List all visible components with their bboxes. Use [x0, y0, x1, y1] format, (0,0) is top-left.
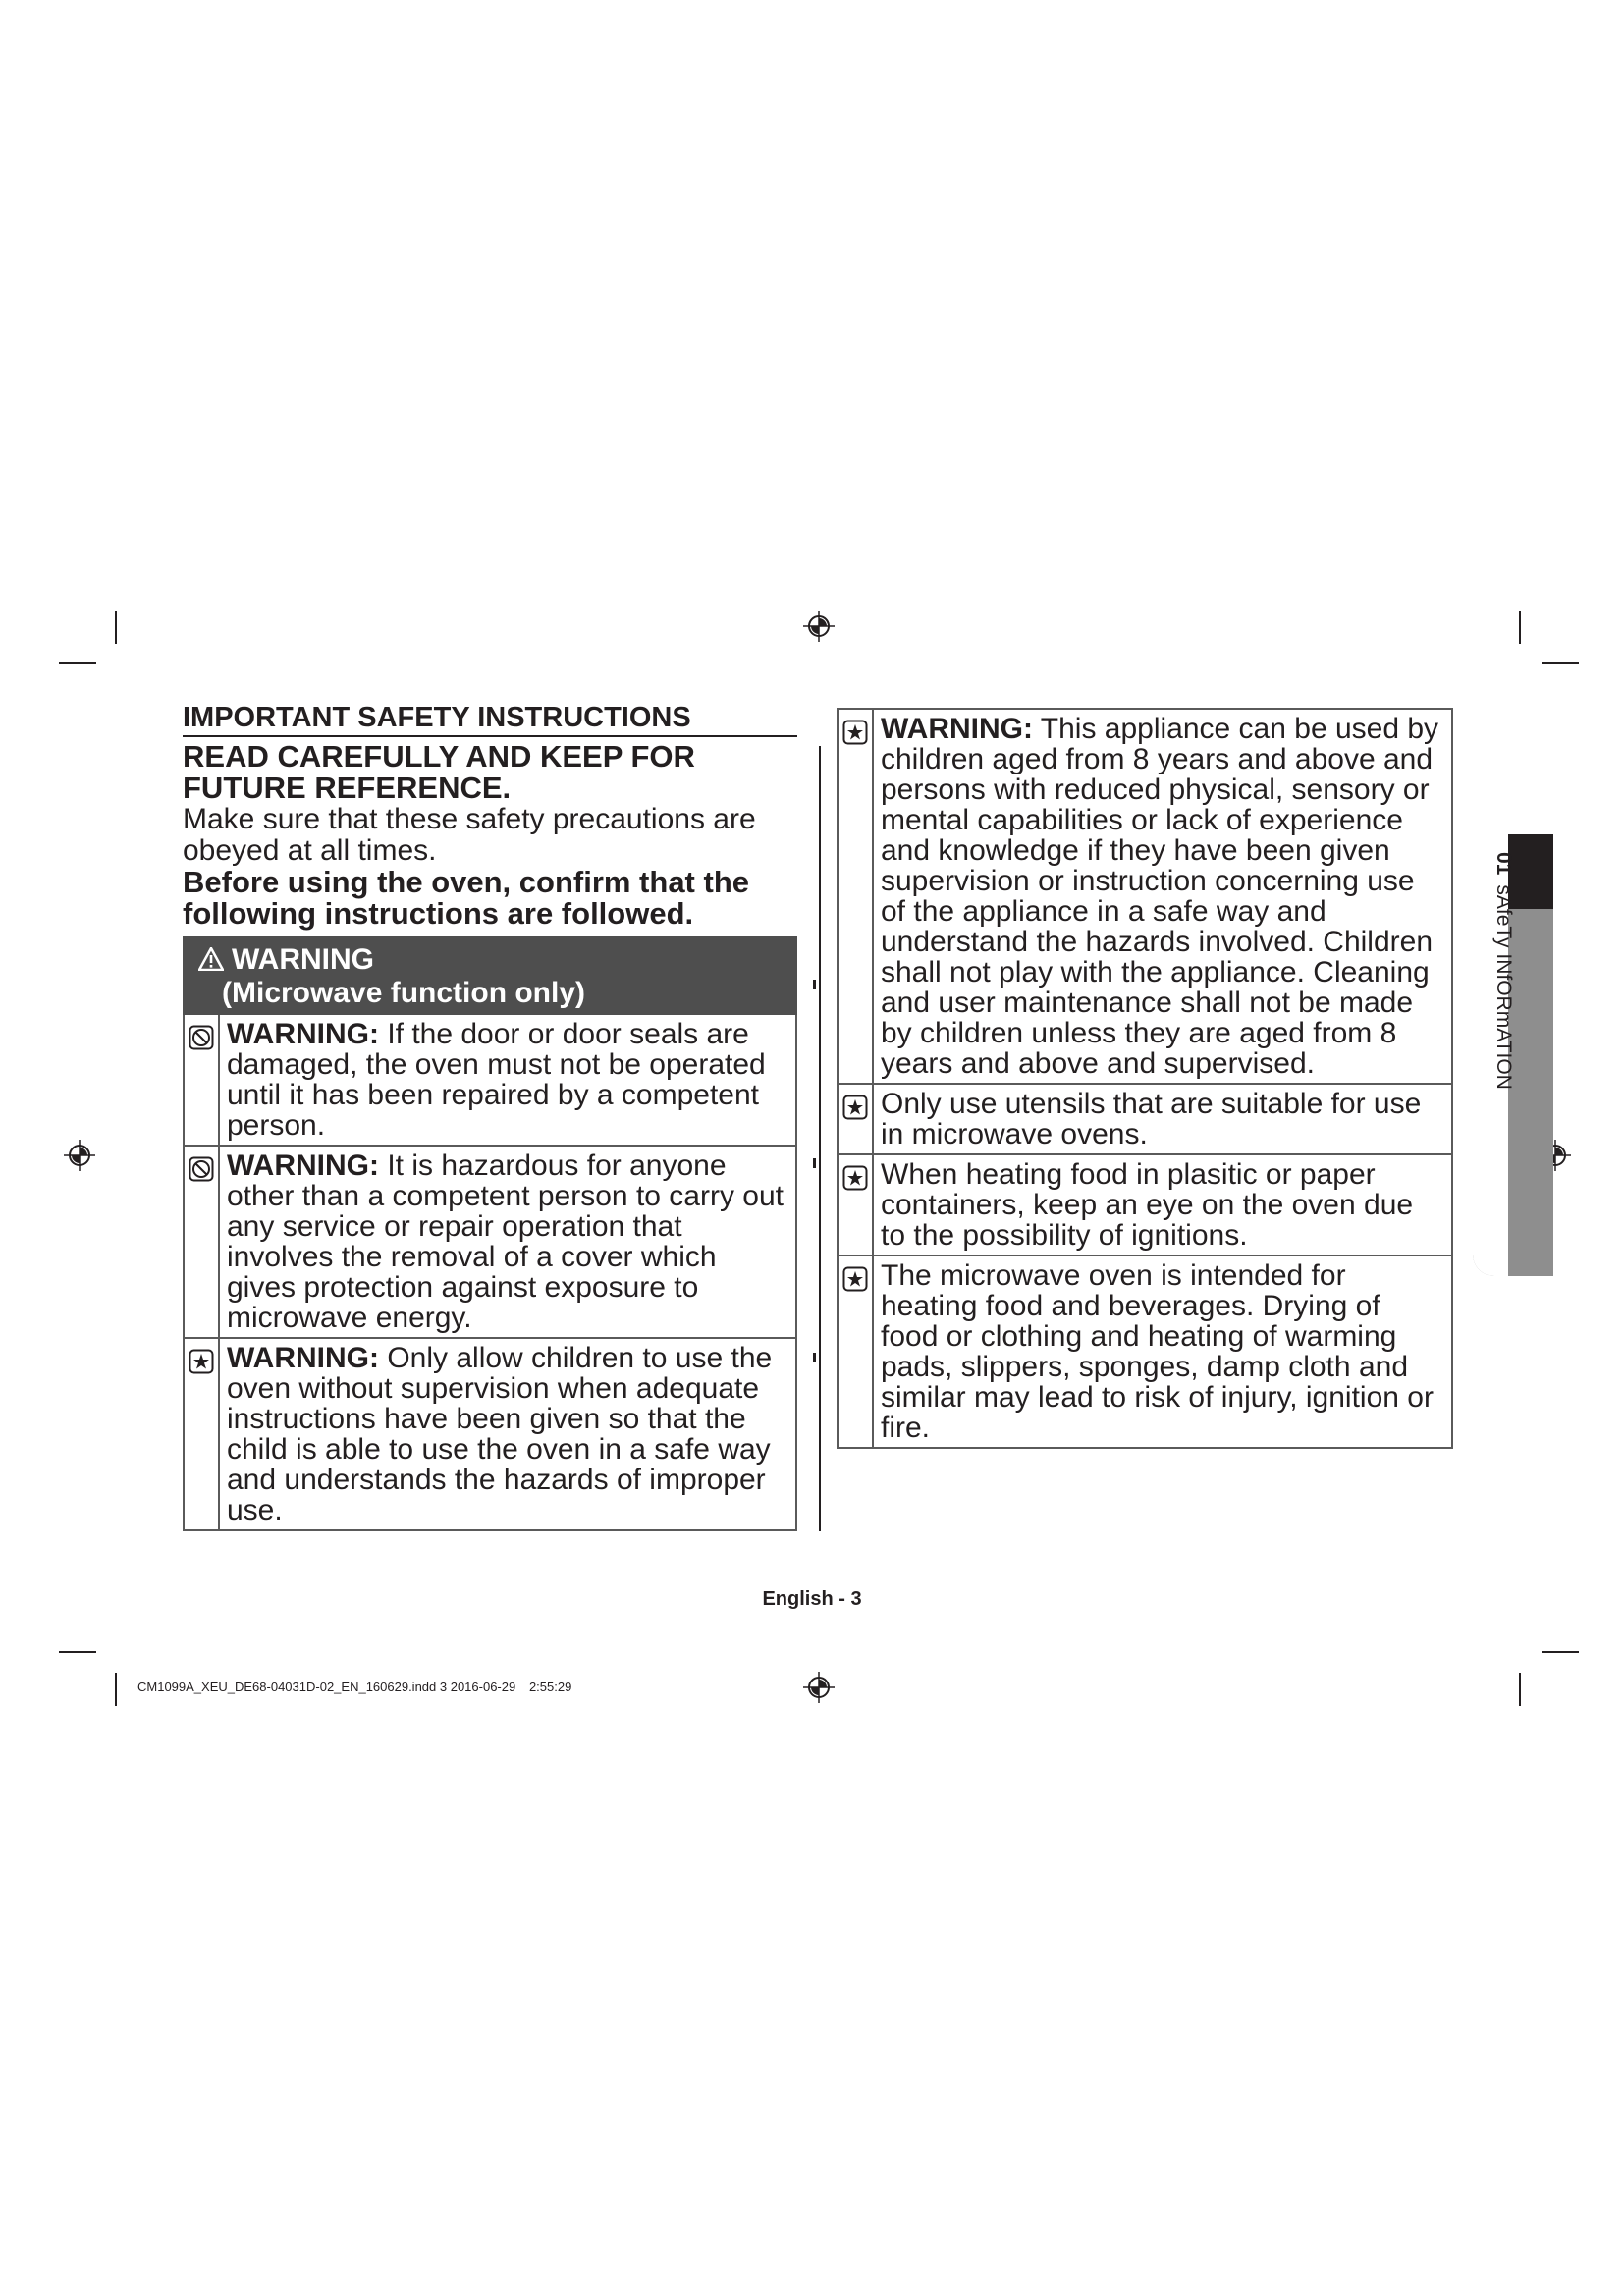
print-slug: CM1099A_XEU_DE68-04031D-02_EN_160629.indd 3 2016-06-29 2:55:29	[137, 1680, 572, 1694]
chapter-tab-label	[1490, 852, 1516, 1090]
right-warning-table	[837, 708, 1453, 1449]
divider-tick	[813, 980, 816, 989]
list-item	[185, 1145, 795, 1337]
item-text: The microwave oven is intended for heating food and beverages. Drying of food or clothing and heating of warming pads, slippers, sponges, damp cloth and similar may lead to risk of injury, ignition or fire.	[881, 1259, 1434, 1444]
warning-label: WARNING:	[881, 713, 1033, 745]
item-text: When heating food in plasitic or paper containers, keep an eye on the oven due to the possibility of ignitions.	[881, 1158, 1414, 1252]
item-text: It is hazardous for anyone other than a competent person to carry out any service or repair operation that involves the removal of a cover which gives protection against exposure to microwave energy.	[227, 1149, 784, 1334]
star-icon	[189, 1349, 214, 1374]
warning-label: WARNING:	[227, 1018, 379, 1050]
crop-mark	[1519, 1673, 1521, 1706]
important-safety-heading: IMPORTANT SAFETY INSTRUCTIONS	[183, 701, 797, 737]
crop-mark	[59, 1651, 96, 1653]
crop-mark	[1542, 1651, 1579, 1653]
before-using-heading: Before using the oven, confirm that the following instructions are followed.	[183, 865, 749, 931]
list-item	[839, 1153, 1451, 1255]
crop-mark	[59, 662, 96, 664]
prohibited-icon	[189, 1025, 214, 1050]
star-icon	[842, 1165, 868, 1191]
crop-mark	[1542, 662, 1579, 664]
prohibited-icon	[189, 1156, 214, 1182]
page-number: English - 3	[762, 1588, 862, 1610]
warning-subtitle: (Microwave function only)	[222, 977, 586, 1009]
intro-text: Make sure that these safety precautions are obeyed at all times.	[183, 803, 756, 867]
list-item	[839, 1255, 1451, 1447]
chapter-title: sAfeTy INfORmATION	[1492, 884, 1515, 1090]
item-text: Only use utensils that are suitable for use in microwave ovens.	[881, 1088, 1422, 1150]
warning-label: WARNING:	[227, 1149, 379, 1182]
star-icon	[842, 720, 868, 745]
warning-header	[183, 936, 797, 1015]
chapter-number: 01	[1492, 852, 1515, 876]
crop-mark	[115, 1673, 117, 1706]
item-text: Only allow children to use the oven without supervision when adequate instructions have been given so that the child is able to use the oven in a safe way and understands the hazards of improper use.	[227, 1342, 773, 1526]
crop-mark	[1519, 611, 1521, 644]
registration-mark-icon	[63, 1139, 96, 1172]
left-column	[183, 701, 797, 1531]
crop-mark	[115, 611, 117, 644]
item-text: If the door or door seals are damaged, the oven must not be operated until it has been repaired by a competent person.	[227, 1018, 766, 1142]
registration-mark-icon	[802, 610, 836, 643]
list-item	[185, 1015, 795, 1145]
column-divider	[819, 746, 821, 1531]
warning-title: WARNING	[232, 943, 374, 976]
right-column	[837, 708, 1453, 1449]
divider-tick	[813, 1158, 816, 1168]
warning-triangle-icon	[198, 947, 224, 971]
read-carefully-heading: READ CAREFULLY AND KEEP FOR FUTURE REFERENCE.	[183, 739, 695, 805]
divider-tick	[813, 1353, 816, 1362]
list-item	[839, 710, 1451, 1083]
star-icon	[842, 1095, 868, 1120]
warning-label: WARNING:	[227, 1342, 379, 1374]
item-text: This appliance can be used by children aged from 8 years and above and persons with reduced physical, sensory or mental capabilities or lack of experience and knowledge if they have been given supervision or instruction concerning use of the appliance in a safe way and understand the hazards involved. Children shall not play with the appliance. Cleaning and user maintenance shall not be made by children unless they are aged from 8 years and above and supervised.	[881, 713, 1439, 1080]
star-icon	[842, 1266, 868, 1292]
list-item	[185, 1337, 795, 1529]
list-item	[839, 1083, 1451, 1153]
registration-mark-icon	[802, 1671, 836, 1704]
left-warning-table	[183, 1015, 797, 1531]
